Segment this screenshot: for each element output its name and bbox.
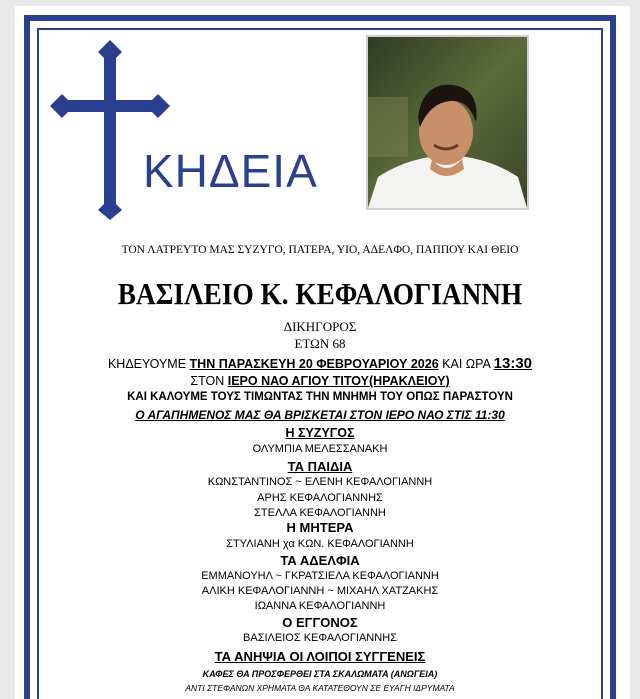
coffee-note: ΚΑΦΕΣ ΘΑ ΠΡΟΣΦΕΡΘΕΙ ΣΤΑ ΣΚΑΛΩΜΑΤΑ (ΑΝΩΓΕΙΑ)	[202, 669, 438, 679]
grandson-name: ΒΑΣΙΛΕΙΟΣ ΚΕΦΑΛΟΓΙΑΝΝΗΣ	[243, 632, 397, 644]
portrait-photo	[366, 35, 529, 210]
mother-heading: Η ΜΗΤΕΡΑ	[286, 520, 354, 535]
donations-note: ΑΝΤΙ ΣΤΕΦΑΝΩΝ ΧΡΗΜΑΤΑ ΘΑ ΚΑΤΑΤΕΘΟΥΝ ΣΕ ΕΥΑΓΗ ΙΔΡΥΜΑΤΑ	[185, 683, 455, 693]
page-title: ΚΗΔΕΙΑ	[143, 145, 318, 197]
child-name: ΚΩΝΣΤΑΝΤΙΝΟΣ ~ ΕΛΕΝΗ ΚΕΦΑΛΟΓΙΑΝΝΗ	[207, 476, 433, 488]
invite-text: ΚΑΙ ΚΑΛΟΥΜΕ ΤΟΥΣ ΤΙΜΩΝΤΑΣ ΤΗΝ ΜΝΗΜΗ ΤΟΥ ΟΠΩΣ ΠΑΡΑΣΤΟΥΝ	[127, 391, 513, 403]
place-prefix: ΣΤΟΝ	[190, 374, 225, 388]
sibling-name: ΑΛΙΚΗ ΚΕΦΑΛΟΓΙΑΝΝΗ ~ ΜΙΧΑΗΛ ΧΑΤΖΑΚΗΣ	[201, 585, 439, 597]
child-name: ΑΡΗΣ ΚΕΦΑΛΟΓΙΑΝΝΗΣ	[257, 492, 383, 504]
funeral-date: ΤΗΝ ΠΑΡΑΣΚΕΥΗ 20 ΦΕΒΡΟΥΑΡΙΟΥ 2026	[189, 357, 439, 371]
lying-time: 11:30	[474, 408, 505, 422]
deceased-name: ΒΑΣΙΛΕΙΟ Κ. ΚΕΦΑΛΟΓΙΑΝΝΗ	[117, 276, 523, 311]
funeral-line	[40, 355, 600, 372]
sibling-name: ΙΩΑΝΝΑ ΚΕΦΑΛΟΓΙΑΝΝΗ	[254, 600, 386, 612]
profession: ΔΙΚΗΓΟΡΟΣ	[283, 319, 357, 334]
sibling-name: ΕΜΜΑΝΟΥΗΛ ~ ΓΚΡΑΤΣΙΕΛΑ ΚΕΦΑΛΟΓΙΑΝΝΗ	[201, 570, 439, 582]
relatives-line: ΤΑ ΑΝΗΨΙΑ ΟΙ ΛΟΙΠΟΙ ΣΥΓΓΕΝΕΙΣ	[214, 649, 426, 664]
spouse-name: ΟΛΥΜΠΙΑ ΜΕΛΕΣΣΑΝΑΚΗ	[252, 443, 388, 455]
age: ΕΤΩΝ 68	[294, 336, 346, 351]
place-line	[40, 374, 600, 388]
intro-text: ΤΟΝ ΛΑΤΡΕΥΤΟ ΜΑΣ ΣΥΖΥΓΟ, ΠΑΤΕΡΑ, ΥΙΟ, ΑΔΕΛΦΟ, ΠΑΠΠΟΥ ΚΑΙ ΘΕΙΟ	[121, 244, 519, 256]
spouse-heading: Η ΣΥΖΥΓΟΣ	[285, 426, 355, 440]
siblings-heading: ΤΑ ΑΔΕΛΦΙΑ	[280, 553, 360, 568]
lying-text: Ο ΑΓΑΠΗΜΕΝΟΣ ΜΑΣ ΘΑ ΒΡΙΣΚΕΤΑΙ ΣΤΟΝ ΙΕΡΟ ΝΑΟ ΣΤΙΣ	[135, 408, 472, 422]
mother-name: ΣΤΥΛΙΑΝΗ χα ΚΩΝ. ΚΕΦΑΛΟΓΙΑΝΝΗ	[226, 538, 414, 550]
child-name: ΣΤΕΛΛΑ ΚΕΦΑΛΟΓΙΑΝΝΗ	[254, 507, 386, 519]
funeral-time: 13:30	[493, 355, 533, 372]
funeral-prefix: ΚΗΔΕΥΟΥΜΕ	[107, 357, 187, 371]
church-name: ΙΕΡΟ ΝΑΟ ΑΓΙΟΥ ΤΙΤΟΥ(ΗΡΑΚΛΕΙΟΥ)	[227, 374, 450, 388]
funeral-and-time: ΚΑΙ ΩΡΑ	[442, 357, 491, 371]
lying-line	[40, 408, 600, 422]
children-heading: ΤΑ ΠΑΙΔΙΑ	[287, 459, 353, 474]
grandson-heading: Ο ΕΓΓΟΝΟΣ	[282, 615, 358, 630]
